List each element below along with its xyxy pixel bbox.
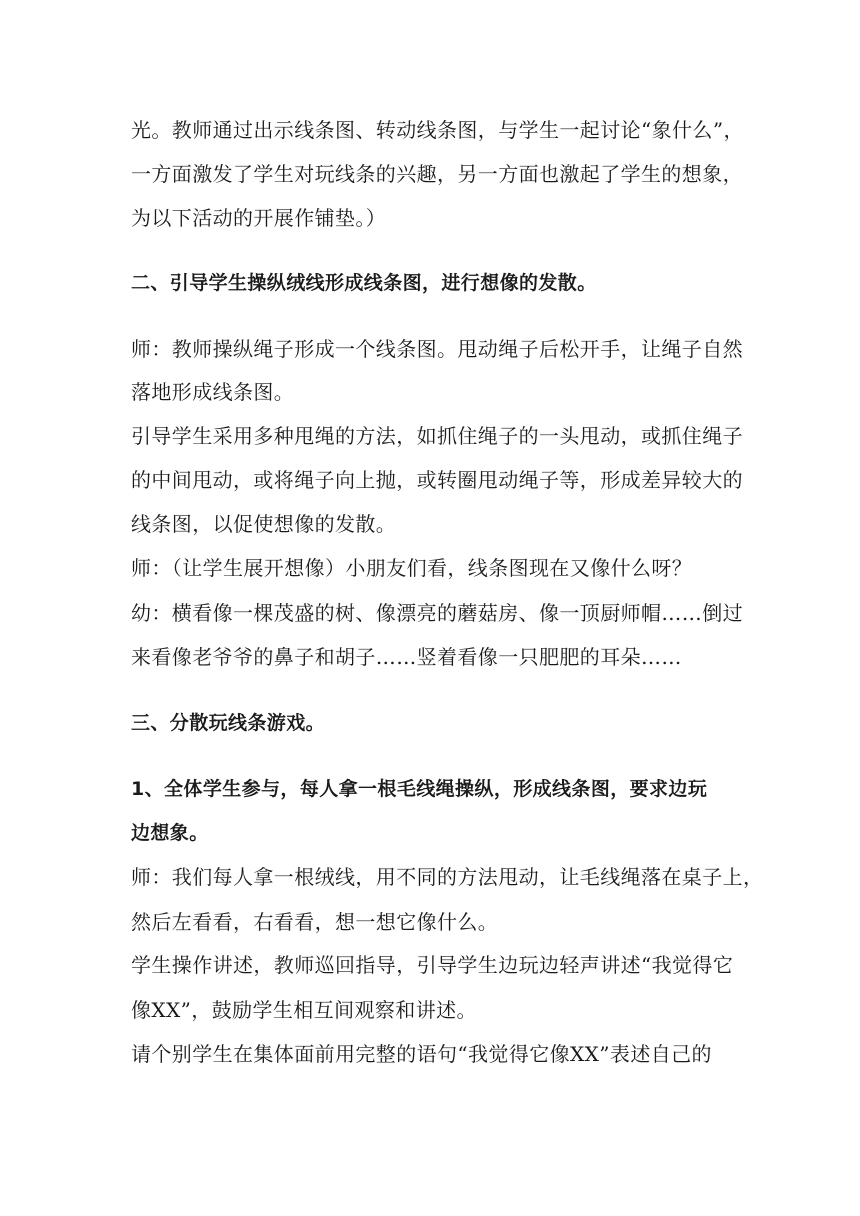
section-3-1-line-4: 像XX”，鼓励学生相互间观察和讲述。	[131, 998, 477, 1022]
section-2-line-2: 落地形成线条图。	[131, 380, 295, 404]
intro-line-1: 光。教师通过出示线条图、转动线条图，与学生一起讨论“象什么”，	[131, 118, 744, 142]
section-3-1-line-5: 请个别学生在集体面前用完整的语句“我觉得它像XX”表述自己的	[131, 1042, 712, 1066]
section-2-line-3: 引导学生采用多种甩绳的方法，如抓住绳子的一头甩动，或抓住绳子	[131, 424, 743, 448]
section-2-line-5: 线条图，以促使想像的发散。	[131, 512, 397, 536]
section-2-line-8: 来看像老爷爷的鼻子和胡子……竖着看像一只肥肥的耳朵……	[131, 645, 682, 669]
section-2-line-7: 幼：横看像一棵茂盛的树、像漂亮的蘑菇房、像一顶厨师帽……倒过	[131, 601, 743, 625]
section-heading-2: 二、引导学生操纵绒线形成线条图，进行想像的发散。	[131, 272, 597, 294]
intro-line-3: 为以下活动的开展作铺垫。）	[131, 206, 387, 230]
subsection-heading-3-1-line-2: 边想象。	[131, 822, 209, 844]
section-3-1-line-2: 然后左看看，右看看，想一想它像什么。	[131, 910, 499, 934]
section-2-line-4: 的中间甩动，或将绳子向上抛，或转圈甩动绳子等，形成差异较大的	[131, 468, 743, 492]
section-2-line-1: 师：教师操纵绳子形成一个线条图。甩动绳子后松开手，让绳子自然	[131, 337, 743, 361]
intro-line-2: 一方面激发了学生对玩线条的兴趣，另一方面也激起了学生的想象，	[131, 162, 743, 186]
section-3-1-line-3: 学生操作讲述，教师巡回指导，引导学生边玩边轻声讲述“我觉得它	[131, 953, 734, 977]
subsection-heading-3-1-line-1: 1、全体学生参与，每人拿一根毛线绳操纵，形成线条图，要求边玩	[131, 778, 708, 800]
section-heading-3: 三、分散玩线条游戏。	[131, 712, 326, 734]
section-3-1-line-1: 师：我们每人拿一根绒线，用不同的方法甩动，让毛线绳落在桌子上，	[131, 865, 764, 889]
section-2-line-6: 师：（让学生展开想像）小朋友们看，线条图现在又像什么呀？	[131, 556, 693, 580]
